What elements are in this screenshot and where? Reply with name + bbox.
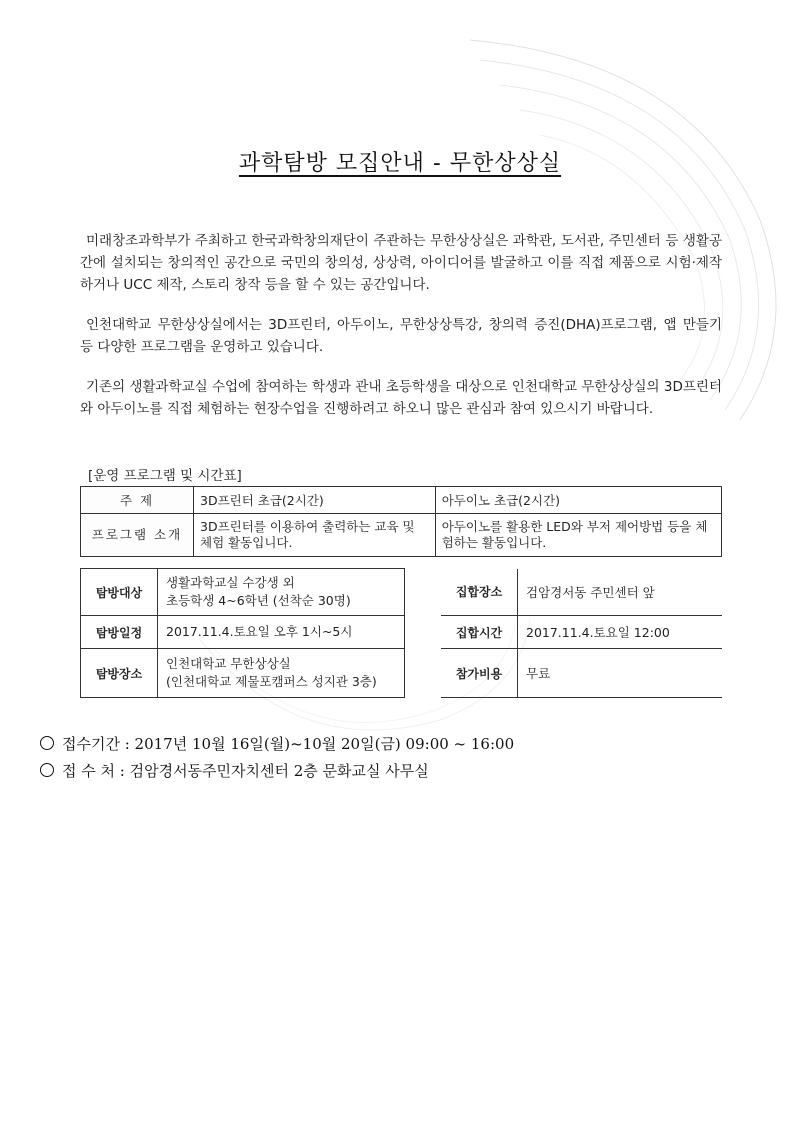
intro-paragraph-2: 인천대학교 무한상상실에서는 3D프린터, 아두이노, 무한상상특강, 창의력 증진(DHA)프로그램, 앱 만들기 등 다양한 프로그램을 운영하고 있습니다. <box>80 317 722 355</box>
place-value <box>158 649 405 698</box>
table-row <box>81 514 722 557</box>
notice-application-place <box>40 760 429 781</box>
table-row <box>81 616 723 649</box>
program-table <box>80 486 722 557</box>
page-title: 과학탐방 모집안내 - 무한상상실 <box>238 151 562 176</box>
meet-place-label: 집합장소 <box>441 569 518 616</box>
intro-paragraph-1: 미래창조과학부가 주최하고 한국과학창의재단이 주관하는 무한상상실은 과학관, 도서관, 주민센터 등 생활공간에 설치되는 창의적인 공간으로 국민의 창의성, 상상력, 아이디어를 발굴하고 이를 직접 제품으로 시험·제작하거나 UCC 제작, 스토리 창작 등을 할 수 있는 공간입니다. <box>80 233 722 293</box>
meet-time-value: 2017.11.4.토요일 12:00 <box>518 616 723 649</box>
table-row <box>81 487 722 514</box>
topic-cell-2: 아두이노 초급(2시간) <box>435 487 721 514</box>
place-label: 탐방장소 <box>81 649 158 698</box>
fee-label: 참가비용 <box>441 649 518 698</box>
circle-bullet-icon <box>40 763 54 777</box>
target-label: 탐방대상 <box>81 569 158 616</box>
intro-cell-2: 아두이노를 활용한 LED와 부저 제어방법 등을 체험하는 활동입니다. <box>435 514 721 557</box>
table-row <box>81 569 723 616</box>
table-row <box>81 649 723 698</box>
date-label: 탐방일정 <box>81 616 158 649</box>
meet-time-label: 집합시간 <box>441 616 518 649</box>
intro-label: 프로그램 소개 <box>81 514 194 557</box>
target-line-1: 생활과학교실 수강생 외 <box>166 575 295 590</box>
topic-cell-1: 3D프린터 초급(2시간) <box>194 487 436 514</box>
fee-value: 무료 <box>518 649 723 698</box>
topic-label: 주 제 <box>81 487 194 514</box>
place-line-2: (인천대학교 제물포캠퍼스 성지관 3층) <box>166 674 377 689</box>
details-table <box>80 568 722 698</box>
section-title: [운영 프로그램 및 시간표] <box>88 468 242 484</box>
place-line-1: 인천대학교 무한상상실 <box>166 656 291 671</box>
notice-application-period <box>40 733 514 754</box>
intro-paragraph-3: 기존의 생활과학교실 수업에 참여하는 학생과 관내 초등학생을 대상으로 인천대학교 무한상상실의 3D프린터와 아두이노를 직접 체험하는 현장수업을 진행하려고 하오니 많은 관심과 참여 있으시기 바랍니다. <box>80 379 722 417</box>
notice-text: 접수기간 : 2017년 10월 16일(월)~10월 20일(금) 09:00 ~ 16:00 <box>62 735 515 753</box>
date-value: 2017.11.4.토요일 오후 1시~5시 <box>158 616 405 649</box>
notice-text: 접 수 처 : 검암경서동주민자치센터 2층 문화교실 사무실 <box>62 762 429 780</box>
circle-bullet-icon <box>40 736 54 750</box>
intro-cell-1: 3D프린터를 이용하여 출력하는 교육 및 체험 활동입니다. <box>194 514 436 557</box>
target-value <box>158 569 405 616</box>
target-line-2: 초등학생 4~6학년 (선착순 30명) <box>166 593 351 608</box>
meet-place-value: 검암경서동 주민센터 앞 <box>518 569 723 616</box>
